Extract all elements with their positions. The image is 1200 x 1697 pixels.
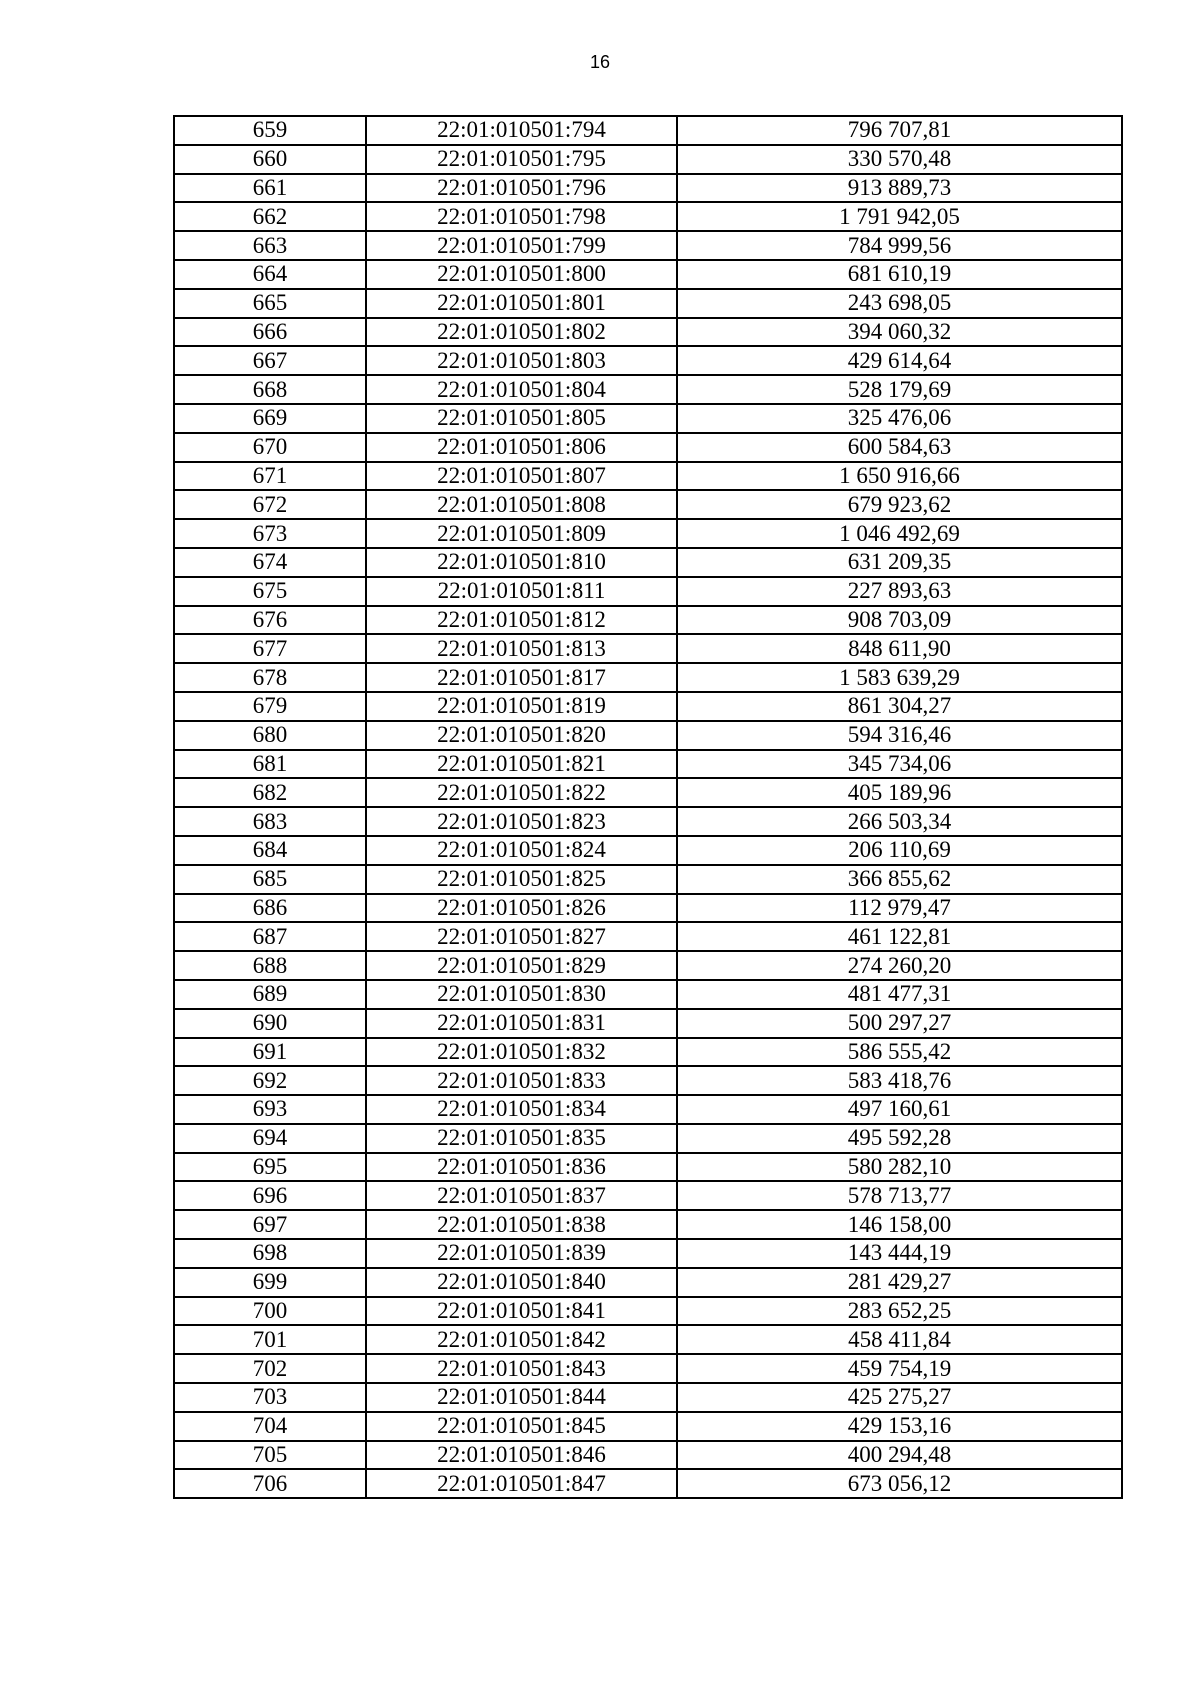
cadastral-number-cell: 22:01:010501:803 [366, 346, 677, 375]
row-number-cell: 703 [174, 1383, 366, 1412]
row-number-cell: 662 [174, 202, 366, 231]
row-number-cell: 664 [174, 260, 366, 289]
cadastral-number-cell: 22:01:010501:837 [366, 1181, 677, 1210]
value-cell: 243 698,05 [677, 289, 1122, 318]
page-number: 16 [589, 52, 611, 72]
table-row [174, 433, 1122, 462]
cadastral-number-cell: 22:01:010501:843 [366, 1354, 677, 1383]
cadastral-number-cell: 22:01:010501:819 [366, 692, 677, 721]
cadastral-number-cell: 22:01:010501:835 [366, 1124, 677, 1153]
value-cell: 112 979,47 [677, 894, 1122, 923]
table-row [174, 721, 1122, 750]
table-row [174, 174, 1122, 203]
cadastral-number-cell: 22:01:010501:808 [366, 490, 677, 519]
cadastral-number-cell: 22:01:010501:832 [366, 1038, 677, 1067]
value-cell: 206 110,69 [677, 836, 1122, 865]
value-cell: 227 893,63 [677, 577, 1122, 606]
cadastral-number-cell: 22:01:010501:833 [366, 1066, 677, 1095]
value-cell: 146 158,00 [677, 1210, 1122, 1239]
row-number-cell: 681 [174, 750, 366, 779]
table-row [174, 692, 1122, 721]
cadastral-number-cell: 22:01:010501:840 [366, 1268, 677, 1297]
table-row [174, 606, 1122, 635]
table-row [174, 1325, 1122, 1354]
cadastral-number-cell: 22:01:010501:806 [366, 433, 677, 462]
row-number-cell: 684 [174, 836, 366, 865]
row-number-cell: 667 [174, 346, 366, 375]
value-cell: 1 583 639,29 [677, 663, 1122, 692]
table-row [174, 663, 1122, 692]
table-row [174, 1354, 1122, 1383]
row-number-cell: 679 [174, 692, 366, 721]
value-cell: 429 614,64 [677, 346, 1122, 375]
table-row [174, 1383, 1122, 1412]
value-cell: 281 429,27 [677, 1268, 1122, 1297]
row-number-cell: 660 [174, 145, 366, 174]
table-row [174, 318, 1122, 347]
row-number-cell: 693 [174, 1095, 366, 1124]
cadastral-number-cell: 22:01:010501:845 [366, 1412, 677, 1441]
value-cell: 673 056,12 [677, 1469, 1122, 1498]
table-row [174, 404, 1122, 433]
cadastral-number-cell: 22:01:010501:817 [366, 663, 677, 692]
table-row [174, 1297, 1122, 1326]
table-row [174, 836, 1122, 865]
cadastral-number-cell: 22:01:010501:802 [366, 318, 677, 347]
row-number-cell: 704 [174, 1412, 366, 1441]
row-number-cell: 694 [174, 1124, 366, 1153]
row-number-cell: 674 [174, 548, 366, 577]
table-row [174, 577, 1122, 606]
table-row [174, 1210, 1122, 1239]
value-cell: 461 122,81 [677, 922, 1122, 951]
cadastral-number-cell: 22:01:010501:798 [366, 202, 677, 231]
row-number-cell: 696 [174, 1181, 366, 1210]
row-number-cell: 668 [174, 375, 366, 404]
cadastral-number-cell: 22:01:010501:829 [366, 951, 677, 980]
value-cell: 481 477,31 [677, 980, 1122, 1009]
cadastral-number-cell: 22:01:010501:799 [366, 231, 677, 260]
table-row [174, 951, 1122, 980]
row-number-cell: 697 [174, 1210, 366, 1239]
table-row [174, 1038, 1122, 1067]
value-cell: 500 297,27 [677, 1009, 1122, 1038]
value-cell: 266 503,34 [677, 807, 1122, 836]
row-number-cell: 701 [174, 1325, 366, 1354]
value-cell: 600 584,63 [677, 433, 1122, 462]
cadastral-number-cell: 22:01:010501:821 [366, 750, 677, 779]
value-cell: 459 754,19 [677, 1354, 1122, 1383]
cadastral-number-cell: 22:01:010501:823 [366, 807, 677, 836]
cadastral-number-cell: 22:01:010501:801 [366, 289, 677, 318]
row-number-cell: 698 [174, 1239, 366, 1268]
row-number-cell: 688 [174, 951, 366, 980]
cadastral-number-cell: 22:01:010501:794 [366, 116, 677, 145]
row-number-cell: 687 [174, 922, 366, 951]
row-number-cell: 705 [174, 1441, 366, 1470]
value-cell: 586 555,42 [677, 1038, 1122, 1067]
row-number-cell: 683 [174, 807, 366, 836]
row-number-cell: 699 [174, 1268, 366, 1297]
table-row [174, 1441, 1122, 1470]
table-row [174, 116, 1122, 145]
value-cell: 425 275,27 [677, 1383, 1122, 1412]
row-number-cell: 661 [174, 174, 366, 203]
row-number-cell: 695 [174, 1153, 366, 1182]
cadastral-number-cell: 22:01:010501:824 [366, 836, 677, 865]
row-number-cell: 692 [174, 1066, 366, 1095]
row-number-cell: 702 [174, 1354, 366, 1383]
cadastral-number-cell: 22:01:010501:796 [366, 174, 677, 203]
cadastral-number-cell: 22:01:010501:836 [366, 1153, 677, 1182]
row-number-cell: 689 [174, 980, 366, 1009]
value-cell: 400 294,48 [677, 1441, 1122, 1470]
row-number-cell: 675 [174, 577, 366, 606]
row-number-cell: 676 [174, 606, 366, 635]
value-cell: 796 707,81 [677, 116, 1122, 145]
row-number-cell: 690 [174, 1009, 366, 1038]
table-row [174, 548, 1122, 577]
cadastral-number-cell: 22:01:010501:846 [366, 1441, 677, 1470]
table-row [174, 1095, 1122, 1124]
table-row [174, 634, 1122, 663]
value-cell: 1 046 492,69 [677, 519, 1122, 548]
cadastral-number-cell: 22:01:010501:795 [366, 145, 677, 174]
table-row [174, 346, 1122, 375]
value-cell: 1 791 942,05 [677, 202, 1122, 231]
cadastral-number-cell: 22:01:010501:811 [366, 577, 677, 606]
table-row [174, 145, 1122, 174]
value-cell: 366 855,62 [677, 865, 1122, 894]
value-cell: 908 703,09 [677, 606, 1122, 635]
table-row [174, 1181, 1122, 1210]
value-cell: 325 476,06 [677, 404, 1122, 433]
value-cell: 497 160,61 [677, 1095, 1122, 1124]
table-row [174, 922, 1122, 951]
row-number-cell: 691 [174, 1038, 366, 1067]
table-row [174, 807, 1122, 836]
row-number-cell: 669 [174, 404, 366, 433]
table-row [174, 1412, 1122, 1441]
cadastral-number-cell: 22:01:010501:827 [366, 922, 677, 951]
cadastral-number-cell: 22:01:010501:800 [366, 260, 677, 289]
cadastral-number-cell: 22:01:010501:841 [366, 1297, 677, 1326]
value-cell: 861 304,27 [677, 692, 1122, 721]
row-number-cell: 700 [174, 1297, 366, 1326]
table-row [174, 1268, 1122, 1297]
cadastral-number-cell: 22:01:010501:804 [366, 375, 677, 404]
table-row [174, 202, 1122, 231]
table-row [174, 1153, 1122, 1182]
table-row [174, 980, 1122, 1009]
row-number-cell: 672 [174, 490, 366, 519]
table-body [174, 116, 1122, 1498]
value-cell: 458 411,84 [677, 1325, 1122, 1354]
table-row [174, 865, 1122, 894]
cadastral-number-cell: 22:01:010501:831 [366, 1009, 677, 1038]
value-cell: 495 592,28 [677, 1124, 1122, 1153]
value-cell: 580 282,10 [677, 1153, 1122, 1182]
value-cell: 784 999,56 [677, 231, 1122, 260]
cadastral-number-cell: 22:01:010501:812 [366, 606, 677, 635]
value-cell: 679 923,62 [677, 490, 1122, 519]
table-row [174, 289, 1122, 318]
table-row [174, 778, 1122, 807]
table-row [174, 750, 1122, 779]
row-number-cell: 686 [174, 894, 366, 923]
value-cell: 429 153,16 [677, 1412, 1122, 1441]
table-row [174, 1469, 1122, 1498]
cadastral-number-cell: 22:01:010501:810 [366, 548, 677, 577]
row-number-cell: 659 [174, 116, 366, 145]
value-cell: 345 734,06 [677, 750, 1122, 779]
cadastral-value-table [173, 115, 1123, 1499]
cadastral-number-cell: 22:01:010501:822 [366, 778, 677, 807]
row-number-cell: 677 [174, 634, 366, 663]
value-cell: 681 610,19 [677, 260, 1122, 289]
row-number-cell: 680 [174, 721, 366, 750]
value-cell: 394 060,32 [677, 318, 1122, 347]
cadastral-number-cell: 22:01:010501:838 [366, 1210, 677, 1239]
cadastral-number-cell: 22:01:010501:847 [366, 1469, 677, 1498]
cadastral-number-cell: 22:01:010501:842 [366, 1325, 677, 1354]
row-number-cell: 670 [174, 433, 366, 462]
table-row [174, 375, 1122, 404]
cadastral-number-cell: 22:01:010501:839 [366, 1239, 677, 1268]
table-row [174, 894, 1122, 923]
row-number-cell: 682 [174, 778, 366, 807]
cadastral-number-cell: 22:01:010501:844 [366, 1383, 677, 1412]
row-number-cell: 685 [174, 865, 366, 894]
cadastral-number-cell: 22:01:010501:825 [366, 865, 677, 894]
table-row [174, 519, 1122, 548]
cadastral-number-cell: 22:01:010501:826 [366, 894, 677, 923]
value-cell: 913 889,73 [677, 174, 1122, 203]
cadastral-number-cell: 22:01:010501:830 [366, 980, 677, 1009]
cadastral-number-cell: 22:01:010501:813 [366, 634, 677, 663]
table-row [174, 1239, 1122, 1268]
table-container [173, 115, 1121, 1499]
table-row [174, 231, 1122, 260]
row-number-cell: 666 [174, 318, 366, 347]
row-number-cell: 706 [174, 1469, 366, 1498]
value-cell: 631 209,35 [677, 548, 1122, 577]
row-number-cell: 663 [174, 231, 366, 260]
table-row [174, 260, 1122, 289]
table-row [174, 462, 1122, 491]
table-row [174, 1124, 1122, 1153]
table-row [174, 1066, 1122, 1095]
cadastral-number-cell: 22:01:010501:834 [366, 1095, 677, 1124]
row-number-cell: 673 [174, 519, 366, 548]
value-cell: 583 418,76 [677, 1066, 1122, 1095]
value-cell: 848 611,90 [677, 634, 1122, 663]
value-cell: 528 179,69 [677, 375, 1122, 404]
cadastral-number-cell: 22:01:010501:805 [366, 404, 677, 433]
value-cell: 405 189,96 [677, 778, 1122, 807]
cadastral-number-cell: 22:01:010501:820 [366, 721, 677, 750]
value-cell: 274 260,20 [677, 951, 1122, 980]
value-cell: 594 316,46 [677, 721, 1122, 750]
value-cell: 578 713,77 [677, 1181, 1122, 1210]
row-number-cell: 665 [174, 289, 366, 318]
row-number-cell: 671 [174, 462, 366, 491]
value-cell: 143 444,19 [677, 1239, 1122, 1268]
row-number-cell: 678 [174, 663, 366, 692]
value-cell: 283 652,25 [677, 1297, 1122, 1326]
table-row [174, 490, 1122, 519]
cadastral-number-cell: 22:01:010501:807 [366, 462, 677, 491]
cadastral-number-cell: 22:01:010501:809 [366, 519, 677, 548]
value-cell: 330 570,48 [677, 145, 1122, 174]
table-row [174, 1009, 1122, 1038]
value-cell: 1 650 916,66 [677, 462, 1122, 491]
